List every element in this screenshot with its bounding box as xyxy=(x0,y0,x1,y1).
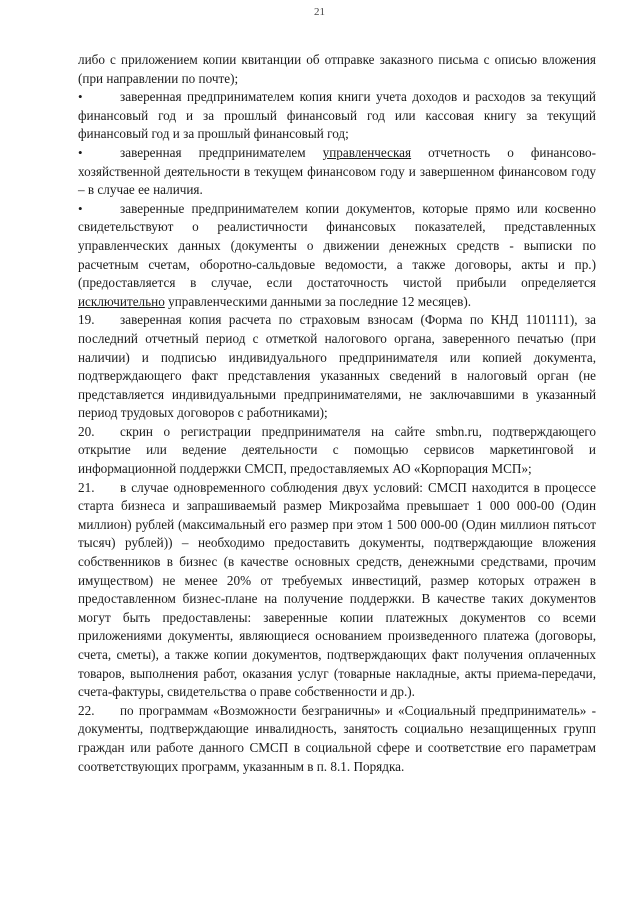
item-text: по программам «Возможности безграничны» и «Социальный предприниматель» - документы, подтверждающие инвалидность, занятость социально незащищенных групп граждан или работе данного СМСП в социальной сфере и соответствие его параметрам соответствующих программ, указанным в п. 8.1. Порядка. xyxy=(78,702,596,774)
bullet-item-accounting-book xyxy=(78,88,596,144)
intro-paragraph: либо с приложением копии квитанции об отправке заказного письма с описью вложения (при направлении по почте); xyxy=(78,52,596,86)
item-text: скрин о регистрации предпринимателя на сайте smbn.ru, подтверждающего открытие или ведение деятельности с помощью сервисов маркетинговой и информационной поддержки СМСП, предоставляемых АО «Корпорация МСП»; xyxy=(78,423,596,477)
numbered-item-19 xyxy=(78,311,596,423)
item-number: 20. xyxy=(78,423,95,439)
bullet-text-part-2: отчетность о финансово-хозяйственной деятельности в текущем финансовом году и завершенном финансовом году – в случае ее наличия. xyxy=(78,144,596,198)
bullet-item-management-reporting xyxy=(78,144,596,200)
document-body xyxy=(78,51,596,776)
numbered-item-20 xyxy=(78,423,596,479)
item-text: в случае одновременного соблюдения двух условий: СМСП находится в процессе старта бизнеса и запрашиваемый размер Микрозайма превышает 1 000 000-00 (Один миллион) рублей (максимальный его размер при этом 1 500 000-00 (Один миллион пятьсот тысяч) рублей)) – необходимо предоставить документы, подтверждающие вложения собственников в бизнес (в качестве основных средств, денежными средствами, прочим имуществом) не менее 20% от требуемых инвестиций, размер которых отражен в предоставленном бизнес-плане на получение поддержки. В качестве таких документов могут быть предоставлены: заверенные копии платежных документов со всеми приложениями документы, являющиеся основанием произведенного платежа (договоры, счета, сметы), а также копии документов, подтверждающих факт получения оплаченных товаров, выполнения работ, оказания услуг (товарные накладные, акты приема-передачи, счета-фактуры, свидетельства о праве собственности и др.). xyxy=(78,479,596,700)
bullet-text-part-1: заверенные предпринимателем копии документов, которые прямо или косвенно свидетельствуют о реалистичности финансовых показателей, представленных управленческих данных (документы о движении денежных средств - выписки по расчетным счетам, оборотно-сальдовые ведомости, а также договоры, акты и пр.) (предоставляется в случае, если достаточность чистой прибыли определяется xyxy=(78,200,596,291)
item-text: заверенная копия расчета по страховым взносам (Форма по КНД 1101111), за последний отчетный период с отметкой налогового органа, заверенного печатью (при наличии) и подписью индивидуального предпринимателя или копией документа, подтверждающего факт представления указанных сведений в налоговый орган (не представляется индивидуальными предпринимателями, не заключавшими в указанный период трудовых договоров с работниками); xyxy=(78,312,596,421)
item-number: 21. xyxy=(78,479,95,495)
bullet-text-part-2: управленческими данными за последние 12 месяцев). xyxy=(164,293,472,309)
underlined-term: исключительно xyxy=(78,293,165,309)
item-number: 22. xyxy=(78,702,95,718)
bullet-icon: • xyxy=(78,89,83,105)
bullet-icon: • xyxy=(78,144,83,160)
item-number: 19. xyxy=(78,312,95,328)
bullet-text: заверенная предпринимателем копия книги учета доходов и расходов за текущий финансовый год и за прошлый финансовый год или кассовая книгу за текущий финансовый год и за прошлый финансовый год; xyxy=(78,89,596,142)
numbered-item-22 xyxy=(78,702,596,776)
underlined-term: управленческая xyxy=(322,144,412,160)
bullet-icon: • xyxy=(78,200,83,216)
page-number: 21 xyxy=(314,6,325,18)
bullet-item-supporting-documents xyxy=(78,200,596,312)
bullet-text-part-1: заверенная предпринимателем xyxy=(120,144,323,160)
numbered-item-21 xyxy=(78,479,596,702)
